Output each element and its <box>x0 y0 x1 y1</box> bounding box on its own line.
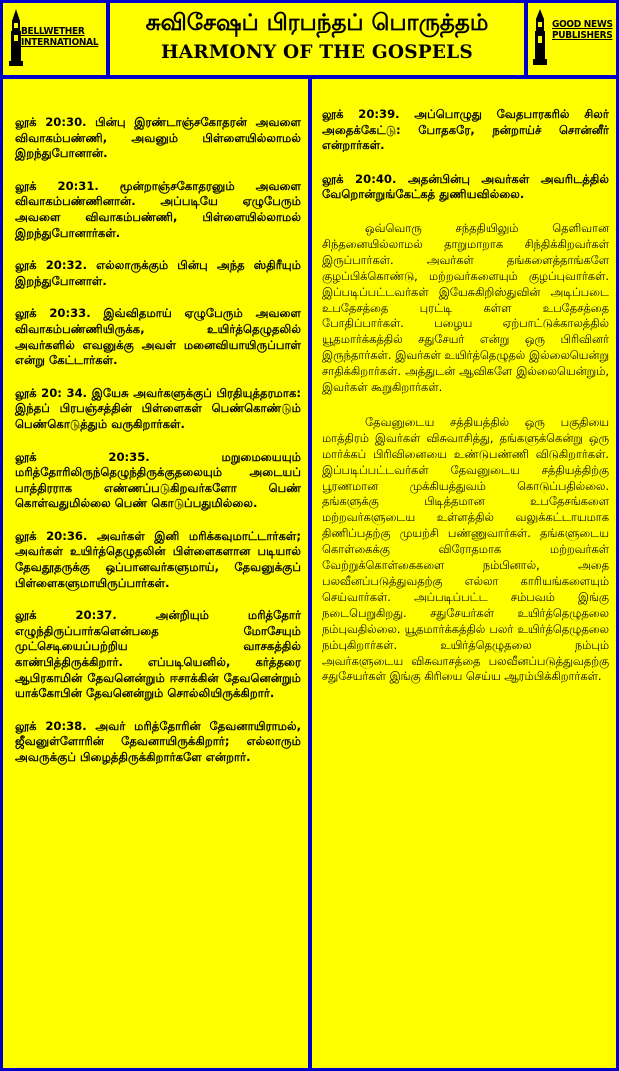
tower-icon <box>532 9 548 67</box>
verse-luke-20-34: லூக் 20: 34. இயேசு அவர்களுக்குப் பிரதியுத்தரமாக: இந்தப் பிரபஞ்சத்தின் பிள்ளைகள் பெண்கொண்டும் பெண்கொடுத்தும் வருகிறார்கள். <box>15 385 301 431</box>
verse-luke-20-37: லூக் 20:37. அன்றியும் மரித்தோர் எழுந்திருப்பார்களென்பதை மோசேயும் முட்செடியைப்பற்றிய வாசகத்தில் காண்பித்திருக்கிறார். எப்படியெனில், கர்த்தரை ஆபிரகாமின் தேவனென்றும் ஈசாக்கின் தேவனென்றும் யாக்கோபின் தேவனென்றும் சொல்லியிருக்கிறார். <box>15 608 301 701</box>
bellwether-logo <box>9 9 104 69</box>
page-title-tamil: சுவிசேஷப் பிரபந்தப் பொருத்தம் <box>145 10 489 36</box>
left-column <box>3 79 308 1068</box>
good-news-logo <box>532 9 614 69</box>
header-right-logo-panel <box>528 3 616 75</box>
verse-luke-20-30: லூக் 20:30. பின்பு இரண்டாஞ்சகோதரன் அவளை விவாகம்பண்ணி, அவனும் பிள்ளையில்லாமல் இறந்துபோனான். <box>15 115 301 161</box>
bellwether-line1: BELLWETHER <box>21 26 85 37</box>
verse-luke-20-33: லூக் 20:33. இவ்விதமாய் ஏழுபேரும் அவளை விவாகம்பண்ணியிருக்க, உயிர்த்தெழுதலில் அவர்களில் எவனுக்கு அவள் மனைவியாயிருப்பாள் என்று கேட்டார்கள். <box>15 306 301 368</box>
header-left-logo-panel <box>3 3 106 75</box>
verse-luke-20-40: லூக் 20:40. அதன்பின்பு அவர்கள் அவரிடத்தில் வேறொன்றுங்கேட்கத் துணியவில்லை. <box>322 171 609 202</box>
verse-luke-20-38: லூக் 20:38. அவர் மரித்தோரின் தேவனாயிராமல், ஜீவனுள்ளோரின் தேவனாயிருக்கிறார்; எல்லாரும் அவருக்குப் பிழைத்திருக்கிறார்களே என்றார். <box>15 718 301 764</box>
verse-luke-20-36: லூக் 20:36. அவர்கள் இனி மரிக்கவுமாட்டார்கள்; அவர்கள் உயிர்த்தெழுதலின் பிள்ளைகளான படியால் தேவதூதருக்கு ஒப்பானவர்களுமாய், தேவனுக்குப் பிள்ளைகளுமாயிருப்பார்கள். <box>15 528 301 590</box>
right-column <box>312 79 616 1068</box>
good-news-line1: GOOD NEWS <box>552 19 613 30</box>
commentary-paragraph-2: தேவனுடைய சத்தியத்தில் ஒரு பகுதியை மாத்திரம் இவர்கள் விசுவாசித்து, தங்களுக்கென்று ஒரு மார்க்கப் பிரிவினையை உண்டுபண்ணி விடுகிறார்கள். இப்படிப்பட்டவர்கள் தேவனுடைய சத்தியத்திற்கு பூரணமான முக்கியத்துவம் கொடுப்பதில்லை. தங்களுக்கு பிடித்தமான உபதேசங்களை மற்றவர்களுடைய உள்ளத்தில் வலுக்கட்டாயமாக திணிப்பதற்கு முயற்சி பண்ணுவார்கள். தங்களுடைய கொள்கைக்கு விரோதமாக மற்றவர்கள் வேற்றுக்கொள்கைகளை நம்பினால், அதை பலவீனப்படுத்துவதற்கு எல்லா காரியங்களையும் செய்வார்கள். அப்படிப்பட்ட சம்பவம் இங்கு நடைபெறுகிறது. சதுசேயர்கள் உயிர்த்தெழுதலை நம்புவதில்லை. யூதமார்க்கத்தில் பலர் உயிர்த்தெழுதலை நம்புகிறார்கள். உயிர்த்தெழுதலை நம்பும் அவர்களுடைய விசுவாசத்தை பலவீனப்படுத்துவதற்கு சதுசேயர்கள் இங்கு கிரியை செய்ய ஆரம்பிக்கிறார்கள். <box>322 414 609 684</box>
verse-luke-20-32: லூக் 20:32. எல்லாருக்கும் பின்பு அந்த ஸ்திரீயும் இறந்துபோனாள். <box>15 258 301 288</box>
bellwether-wordmark <box>21 26 98 48</box>
page-title-english: HARMONY OF THE GOSPELS <box>161 42 473 63</box>
verse-luke-20-31: லூக் 20:31. மூன்றாஞ்சகோதரனும் அவளை விவாகம்பண்ணினான். அப்படியே ஏழுபேரும் அவளை விவாகம்பண்ணி, பிள்ளையில்லாமல் இறந்துபோனார்கள். <box>15 178 301 240</box>
good-news-wordmark <box>552 19 613 41</box>
header-title-panel <box>110 3 524 75</box>
good-news-line2: PUBLISHERS <box>552 30 613 41</box>
verse-luke-20-39: லூக் 20:39. அப்பொழுது வேதபாரகரில் சிலர் அதைக்கேட்டு: போதகரே, நன்றாய்ச் சொன்னீர் என்றார்கள். <box>322 107 609 153</box>
commentary-paragraph-1: ஒவ்வொரு சந்ததியிலும் தெளிவான சிந்தனையில்லாமல் தாறுமாறாக சிந்திக்கிறவர்கள் இருப்பார்கள். அவர்கள் தங்களைத்தாங்களே குழப்பிக்கொண்டு, மற்றவர்களையும் குழப்புவார்கள். இப்படிப்பட்டவர்கள் இயேசுகிறிஸ்துவின் அடிப்படை உபதேசத்தை புரட்டி கள்ள உபதேசத்தை போதிப்பார்கள். பழைய ஏற்பாட்டுக்காலத்தில் யூதமார்க்கத்தில் சதுசேயர் என்று ஒரு பிரிவினர் இருந்தார்கள். இவர்கள் உயிர்த்தெழுதல் இல்லையென்று சாதிக்கிறார்கள். அத்துடன் ஆவிகளே இல்லையென்றும், இவர்கள் கூறுகிறார்கள். <box>322 220 609 395</box>
verse-luke-20-35: லூக் 20:35. மறுமையையும் மரித்தோரிலிருந்தெழுந்திருக்குதலையும் அடையப் பாத்திரராக எண்ணப்படுகிறவர்களோ பெண் கொள்வதுமில்லை பெண் கொடுப்பதுமில்லை. <box>15 449 301 511</box>
bellwether-line2: INTERNATIONAL <box>21 37 99 48</box>
